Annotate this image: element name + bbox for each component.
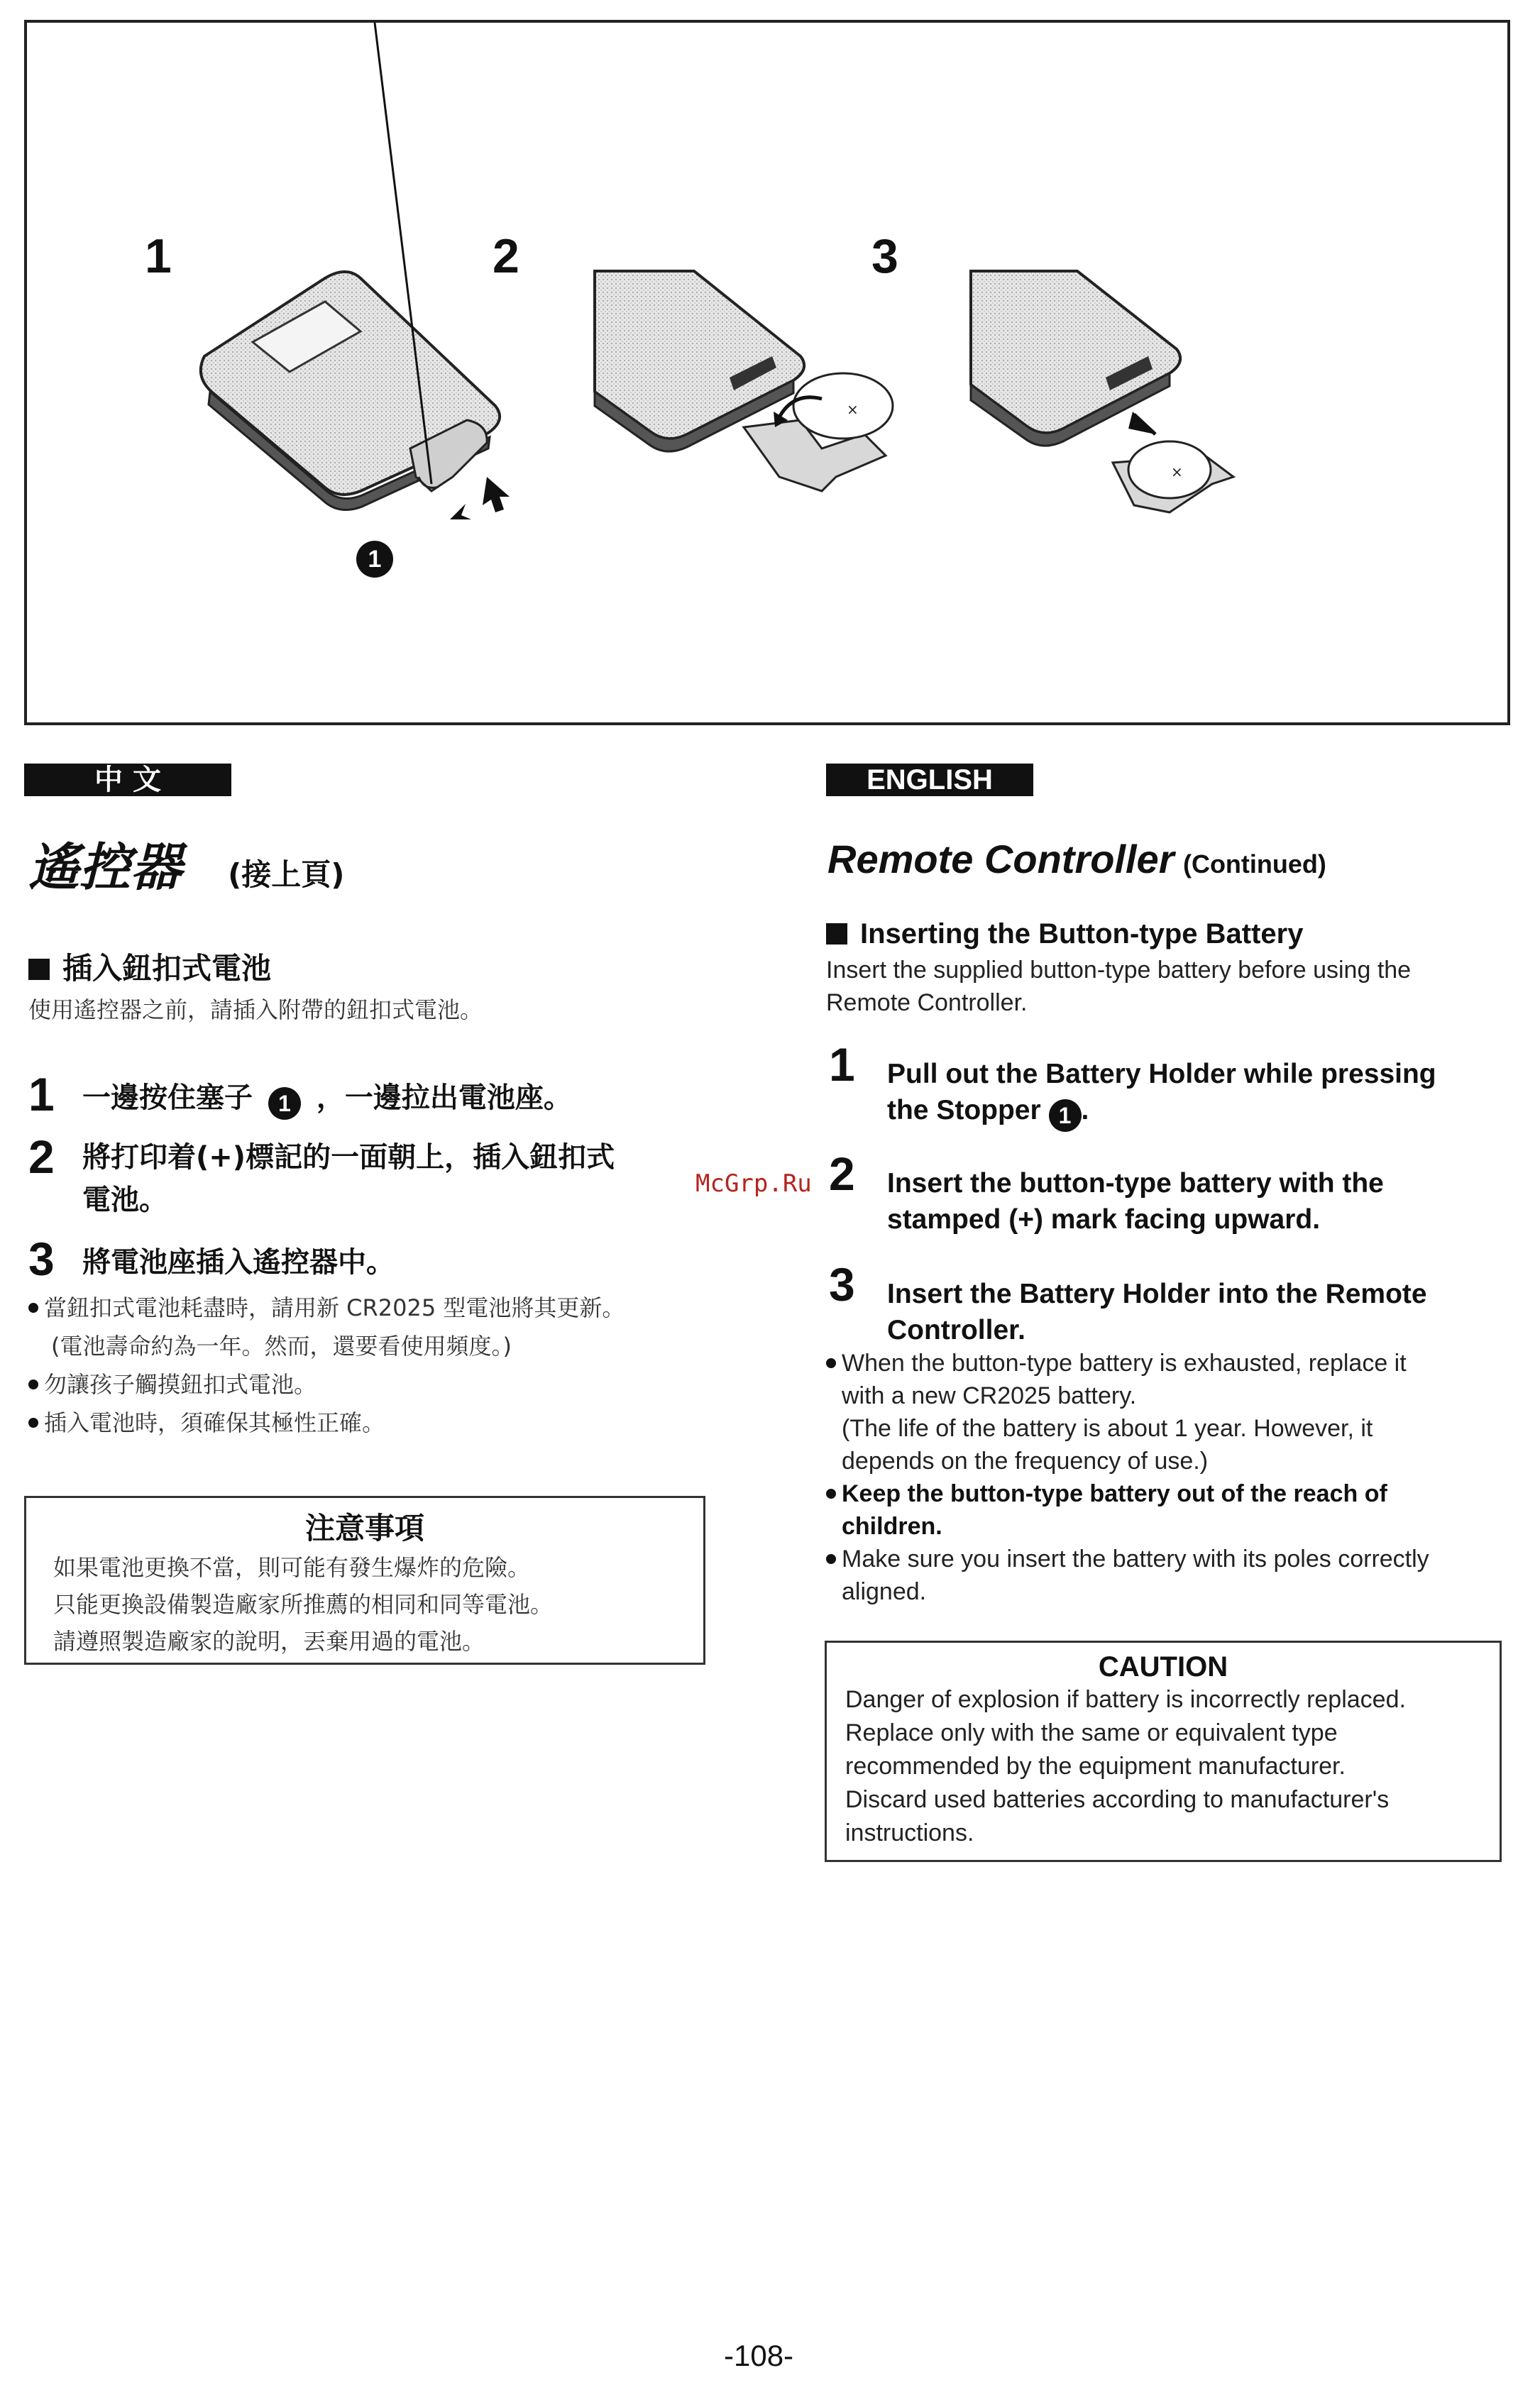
chinese-step-1-text-a: 一邊按住塞子 (82, 1081, 253, 1114)
bullet-icon (826, 1358, 836, 1368)
chinese-heading-text: 插入鈕扣式電池 (62, 951, 272, 986)
english-step-3-line-2: Controller. (887, 1315, 1026, 1345)
english-note-1 (826, 1347, 1500, 1380)
english-note-3 (826, 1543, 1500, 1575)
english-step-2 (887, 1165, 1384, 1238)
english-note-1-line-2: with a new CR2025 battery. (842, 1382, 1137, 1409)
chinese-step-2-line-2: 電池。 (82, 1184, 167, 1216)
english-notes (826, 1347, 1500, 1608)
english-step-3-number: 3 (829, 1258, 855, 1311)
watermark: McGrp.Ru (695, 1169, 812, 1198)
illustration-frame (24, 20, 1510, 725)
chinese-step-3-number: 3 (28, 1233, 55, 1285)
chinese-caution-line-1: 如果電池更換不當，則可能有發生爆炸的危險。 (53, 1554, 531, 1581)
chinese-note-1-cont: (電池壽命約為一年。然而，還要看使用頻度。) (51, 1333, 512, 1360)
remote-controller-3 (971, 271, 1233, 512)
english-note-1-line-4: depends on the frequency of use.) (842, 1448, 1209, 1475)
english-intro (826, 954, 1411, 1019)
figure-step-3: 3 (871, 229, 898, 283)
english-step-1-number: 1 (829, 1038, 855, 1091)
chinese-title-block (28, 826, 345, 900)
square-bullet-icon (826, 923, 847, 945)
chinese-caution-title: 注意事項 (304, 1511, 424, 1546)
english-caution-line-5: instructions. (845, 1819, 974, 1846)
svg-text:×: × (847, 401, 859, 418)
stopper-callout: 1 (356, 541, 393, 578)
english-step-1-line-2 (887, 1092, 1436, 1132)
bullet-icon (28, 1380, 38, 1389)
chinese-note-1-text: 當鈕扣式電池耗盡時，請用新 CR2025 型電池將其更新。 (44, 1294, 625, 1321)
square-bullet-icon (28, 959, 50, 980)
stopper-marker-icon: 1 (268, 1087, 301, 1120)
english-intro-line-1: Insert the supplied button-type battery before using the (826, 957, 1412, 984)
chinese-heading (28, 945, 271, 988)
chinese-note-1 (28, 1289, 625, 1327)
english-language-tag: ENGLISH (826, 764, 1033, 796)
bullet-icon (826, 1489, 836, 1499)
english-caution-line-1: Danger of explosion if battery is incorrectly replaced. (845, 1686, 1406, 1713)
chinese-caution-box (24, 1496, 705, 1665)
english-caution-line-4: Discard used batteries according to manufacturer's (845, 1786, 1390, 1813)
english-note-1-line-1: When the button-type battery is exhausted, replace it (842, 1350, 1407, 1377)
english-step-1-tail: . (1081, 1095, 1089, 1125)
stopper-marker-icon: 1 (1049, 1099, 1082, 1132)
english-step-2-line-1: Insert the button-type battery with the (887, 1168, 1384, 1199)
figure-step-2: 2 (493, 229, 519, 283)
chinese-step-1 (82, 1079, 572, 1120)
english-title: Remote Controller (827, 837, 1175, 881)
chinese-intro: 使用遙控器之前，請插入附帶的鈕扣式電池。 (28, 996, 483, 1023)
chinese-title-suffix: (接上頁) (228, 857, 345, 892)
english-intro-line-2: Remote Controller. (826, 989, 1028, 1016)
english-note-3-line-2: aligned. (842, 1578, 927, 1605)
english-caution-line-3: recommended by the equipment manufacturer. (845, 1753, 1346, 1780)
chinese-step-2-line-1: 將打印着(+)標記的一面朝上，插入鈕扣式 (82, 1141, 615, 1174)
english-title-block (827, 836, 1326, 882)
battery-insertion-illustration (27, 23, 1507, 722)
english-step-1 (887, 1056, 1436, 1132)
english-note-3-line-1: Make sure you insert the battery with its poles correctly (842, 1546, 1429, 1573)
english-note-2 (826, 1477, 1500, 1510)
english-step-1-line-1: Pull out the Battery Holder while pressing (887, 1059, 1436, 1089)
english-step-3 (887, 1276, 1427, 1348)
chinese-step-3: 將電池座插入遙控器中。 (82, 1246, 395, 1279)
remote-controller-2 (595, 271, 893, 491)
page-number: -108- (724, 2339, 794, 2372)
chinese-caution-line-2: 只能更換設備製造廠家所推薦的相同和同等電池。 (53, 1591, 554, 1618)
chinese-note-2 (28, 1365, 317, 1404)
english-title-suffix: (Continued) (1182, 849, 1326, 879)
remote-controller-1 (201, 23, 510, 519)
svg-text:×: × (1171, 463, 1183, 480)
english-heading (826, 918, 1303, 950)
english-caution-line-2: Replace only with the same or equivalent type (845, 1719, 1338, 1746)
english-caution-box (825, 1641, 1502, 1862)
figure-step-1: 1 (145, 229, 172, 283)
chinese-step-1-number: 1 (28, 1068, 55, 1120)
chinese-language-tag: 中 文 (24, 764, 231, 796)
english-note-1-line-3: (The life of the battery is about 1 year. However, it (842, 1415, 1373, 1442)
bullet-icon (826, 1554, 836, 1564)
english-note-2-line-2: children. (842, 1513, 942, 1540)
english-step-2-line-2: stamped (+) mark facing upward. (887, 1204, 1321, 1235)
bullet-icon (28, 1418, 38, 1428)
english-step-2-number: 2 (829, 1147, 855, 1200)
chinese-caution-line-3: 請遵照製造廠家的說明，丟棄用過的電池。 (53, 1628, 485, 1655)
english-heading-text: Inserting the Button-type Battery (860, 918, 1304, 949)
english-note-2-line-1: Keep the button-type battery out of the reach of (842, 1480, 1387, 1507)
english-caution-title: CAUTION (1098, 1651, 1228, 1683)
chinese-note-3 (28, 1404, 385, 1442)
chinese-note-2-text: 勿讓孩子觸摸鈕扣式電池。 (44, 1371, 317, 1398)
chinese-note-3-text: 插入電池時，須確保其極性正確。 (44, 1409, 385, 1436)
english-step-3-line-1: Insert the Battery Holder into the Remote (887, 1279, 1427, 1309)
chinese-step-2-number: 2 (28, 1130, 55, 1183)
chinese-step-1-text-b: ，一邊拉出電池座。 (316, 1081, 572, 1114)
bullet-icon (28, 1303, 38, 1313)
chinese-title: 遙控器 (28, 837, 182, 897)
english-step-1-line-2-text: the Stopper (887, 1095, 1041, 1125)
